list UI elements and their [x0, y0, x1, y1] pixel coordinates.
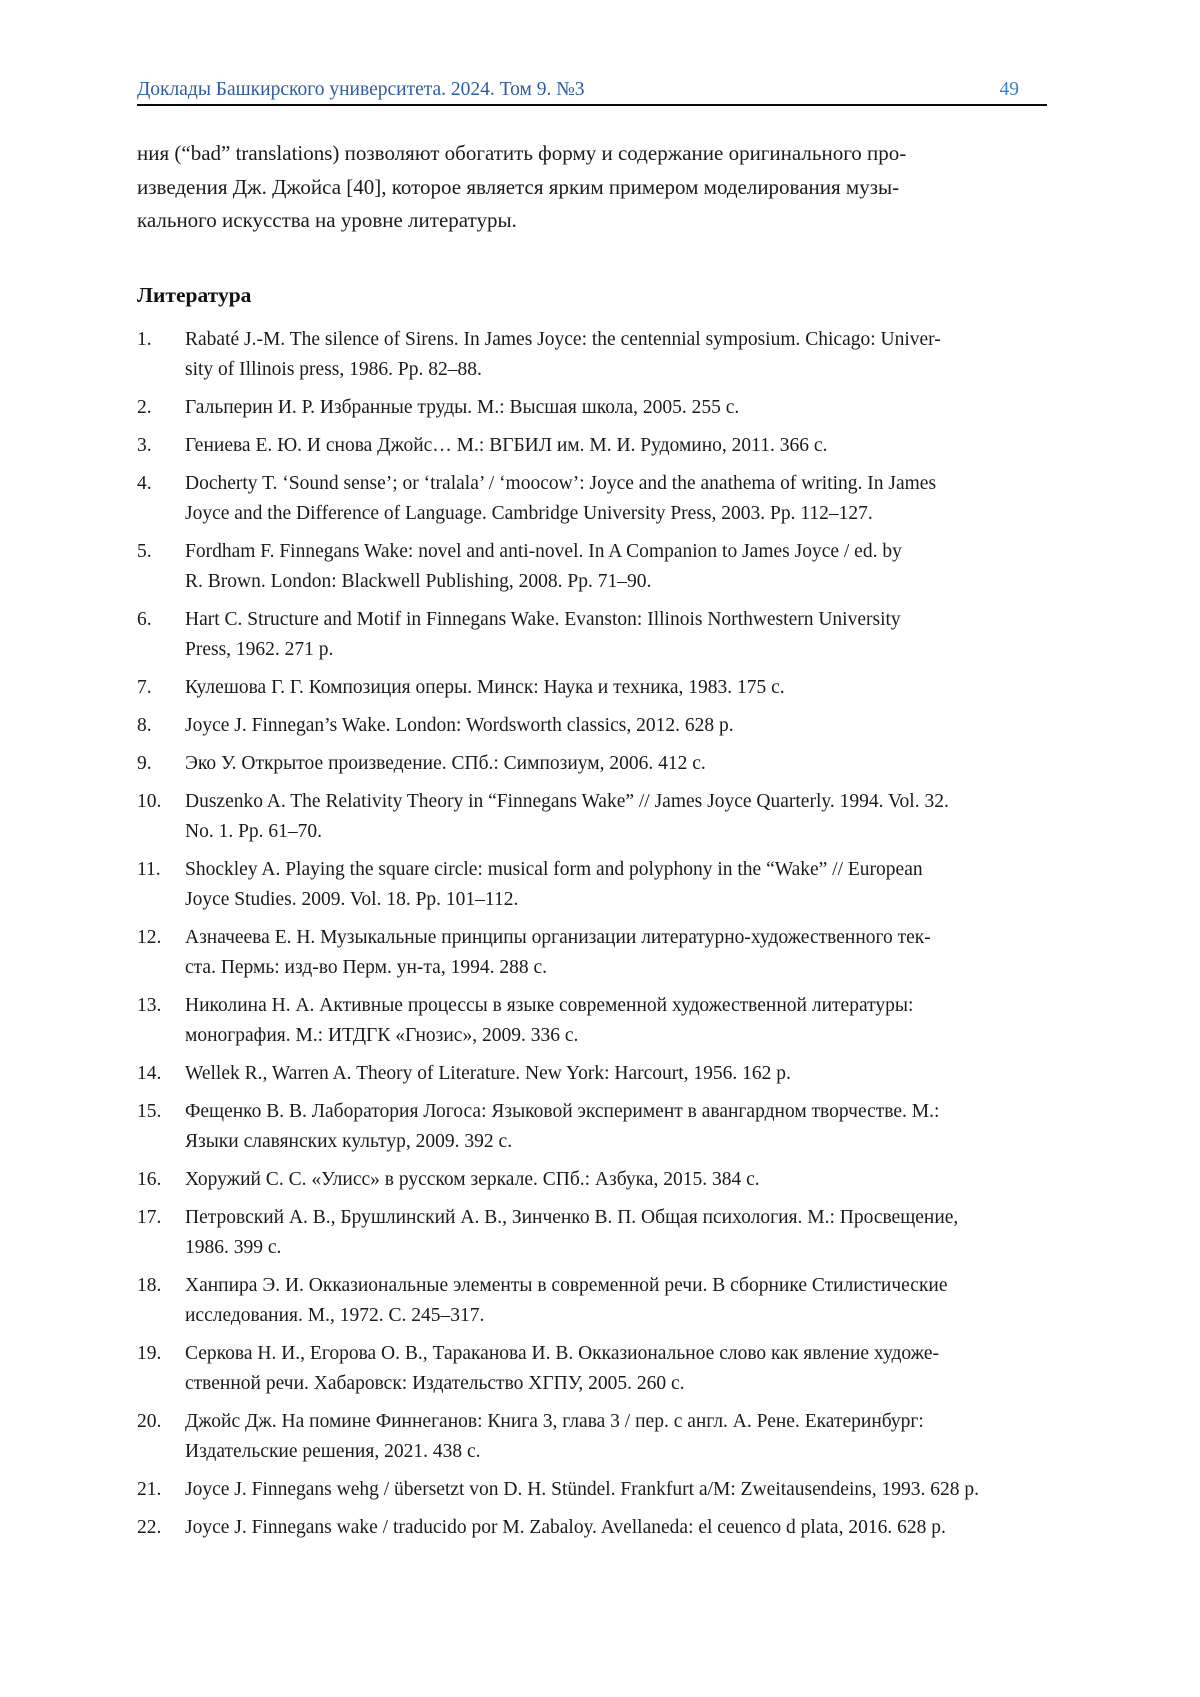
reference-text	[185, 1407, 1047, 1467]
reference-number: 3.	[137, 435, 152, 456]
reference-text	[185, 1513, 1047, 1543]
reference-number: 5.	[137, 541, 152, 562]
reference-text	[185, 325, 1047, 385]
reference-number: 13.	[137, 995, 162, 1016]
reference-item	[137, 393, 1047, 423]
reference-line: Эко У. Открытое произведение. СПб.: Симпозиум, 2006. 412 с.	[185, 753, 706, 774]
reference-line: Wellek R., Warren A. Theory of Literature. New York: Harcourt, 1956. 162 p.	[185, 1063, 791, 1084]
reference-text	[185, 749, 1047, 779]
reference-item	[137, 711, 1047, 741]
reference-number: 6.	[137, 609, 152, 630]
reference-line: Joyce Studies. 2009. Vol. 18. Pp. 101–112.	[185, 889, 519, 910]
reference-text	[185, 855, 1047, 915]
reference-item	[137, 325, 1047, 385]
reference-number: 7.	[137, 677, 152, 698]
reference-text	[185, 711, 1047, 741]
reference-text	[185, 1339, 1047, 1399]
reference-line: Хоружий С. С. «Улисс» в русском зеркале. СПб.: Азбука, 2015. 384 с.	[185, 1169, 760, 1190]
reference-item	[137, 431, 1047, 461]
reference-line: Гениева Е. Ю. И снова Джойс… М.: ВГБИЛ им. М. И. Рудомино, 2011. 366 с.	[185, 435, 828, 456]
reference-text	[185, 1203, 1047, 1263]
reference-line: монография. М.: ИТДГК «Гнозис», 2009. 336 с.	[185, 1025, 579, 1046]
reference-line: R. Brown. London: Blackwell Publishing, 2008. Pp. 71–90.	[185, 571, 652, 592]
reference-text	[185, 469, 1047, 529]
reference-line: Joyce and the Difference of Language. Cambridge University Press, 2003. Pp. 112–127.	[185, 503, 873, 524]
reference-line: Joyce J. Finnegans wake / traducido por M. Zabaloy. Avellaneda: el ceuenco d plata, 2016. 628 p.	[185, 1517, 946, 1538]
reference-line: Joyce J. Finnegan’s Wake. London: Wordsworth classics, 2012. 628 p.	[185, 715, 734, 736]
reference-line: ста. Пермь: изд-во Перм. ун-та, 1994. 288 с.	[185, 957, 547, 978]
reference-line: sity of Illinois press, 1986. Pp. 82–88.	[185, 359, 482, 380]
reference-line: Fordham F. Finnegans Wake: novel and anti-novel. In A Companion to James Joyce / ed. by	[185, 541, 902, 562]
reference-text	[185, 787, 1047, 847]
reference-number: 11.	[137, 859, 161, 880]
reference-number: 19.	[137, 1343, 162, 1364]
reference-text	[185, 991, 1047, 1051]
reference-number: 16.	[137, 1169, 162, 1190]
reference-line: Николина Н. А. Активные процессы в языке современной художественной литературы:	[185, 995, 914, 1016]
reference-number: 8.	[137, 715, 152, 736]
reference-number: 20.	[137, 1411, 162, 1432]
reference-item	[137, 1059, 1047, 1089]
reference-text	[185, 393, 1047, 423]
page-number: 49	[999, 79, 1019, 100]
reference-item	[137, 1165, 1047, 1195]
reference-line: Джойс Дж. На помине Финнеганов: Книга 3, глава 3 / пер. с англ. А. Рене. Екатеринбург:	[185, 1411, 924, 1432]
reference-number: 17.	[137, 1207, 162, 1228]
reference-text	[185, 1165, 1047, 1195]
reference-number: 22.	[137, 1517, 162, 1538]
reference-list	[137, 325, 1047, 1551]
reference-text	[185, 605, 1047, 665]
reference-line: исследования. М., 1972. С. 245–317.	[185, 1305, 485, 1326]
intro-paragraph	[137, 137, 1047, 238]
reference-item	[137, 469, 1047, 529]
reference-item	[137, 1407, 1047, 1467]
reference-item	[137, 991, 1047, 1051]
reference-line: Hart C. Structure and Motif in Finnegans Wake. Evanston: Illinois Northwestern University	[185, 609, 901, 630]
reference-text	[185, 1097, 1047, 1157]
reference-text	[185, 537, 1047, 597]
reference-line: Docherty T. ‘Sound sense’; or ‘tralala’ / ‘moocow’: Joyce and the anathema of writing. In James	[185, 473, 937, 494]
reference-line: Издательские решения, 2021. 438 с.	[185, 1441, 481, 1462]
reference-item	[137, 673, 1047, 703]
reference-line: ственной речи. Хабаровск: Издательство ХГПУ, 2005. 260 с.	[185, 1373, 685, 1394]
reference-item	[137, 605, 1047, 665]
reference-item	[137, 1203, 1047, 1263]
reference-line: Rabaté J.-M. The silence of Sirens. In James Joyce: the centennial symposium. Chicago: Univer-	[185, 329, 941, 350]
reference-line: Серкова Н. И., Егорова О. В., Тараканова И. В. Окказиональное слово как явление художе-	[185, 1343, 940, 1364]
reference-item	[137, 855, 1047, 915]
reference-line: Joyce J. Finnegans wehg / übersetzt von D. H. Stündel. Frankfurt a/M: Zweitausendeins, 1993. 628 p.	[185, 1479, 979, 1500]
reference-item	[137, 923, 1047, 983]
reference-number: 4.	[137, 473, 152, 494]
reference-line: Duszenko A. The Relativity Theory in “Finnegans Wake” // James Joyce Quarterly. 1994. Vol. 32.	[185, 791, 949, 812]
reference-line: Азначеева Е. Н. Музыкальные принципы организации литературно-художественного тек-	[185, 927, 931, 948]
reference-line: Гальперин И. Р. Избранные труды. М.: Высшая школа, 2005. 255 с.	[185, 397, 740, 418]
reference-line: Петровский А. В., Брушлинский А. В., Зинченко В. П. Общая психология. М.: Просвещение,	[185, 1207, 959, 1228]
reference-line: 1986. 399 с.	[185, 1237, 282, 1258]
reference-text	[185, 431, 1047, 461]
reference-item	[137, 537, 1047, 597]
reference-text	[185, 673, 1047, 703]
reference-line: Ханпира Э. И. Окказиональные элементы в современной речи. В сборнике Стилистические	[185, 1275, 948, 1296]
reference-number: 21.	[137, 1479, 162, 1500]
reference-text	[185, 1475, 1047, 1505]
paragraph-line: кального искусства на уровне литературы.	[137, 208, 517, 232]
reference-item	[137, 1513, 1047, 1543]
reference-item	[137, 1475, 1047, 1505]
reference-line: Press, 1962. 271 p.	[185, 639, 334, 660]
reference-number: 14.	[137, 1063, 162, 1084]
reference-text	[185, 1271, 1047, 1331]
reference-line: Языки славянских культур, 2009. 392 с.	[185, 1131, 513, 1152]
reference-text	[185, 1059, 1047, 1089]
reference-number: 9.	[137, 753, 152, 774]
journal-title: Доклады Башкирского университета. 2024. Том 9. №3	[137, 79, 585, 100]
reference-text	[185, 923, 1047, 983]
reference-number: 15.	[137, 1101, 162, 1122]
reference-item	[137, 1271, 1047, 1331]
reference-number: 1.	[137, 329, 152, 350]
reference-item	[137, 1097, 1047, 1157]
reference-line: No. 1. Pp. 61–70.	[185, 821, 323, 842]
reference-number: 10.	[137, 791, 162, 812]
reference-line: Shockley A. Playing the square circle: musical form and polyphony in the “Wake” // European	[185, 859, 923, 880]
reference-line: Фещенко В. В. Лаборатория Логоса: Языковой эксперимент в авангардном творчестве. М.:	[185, 1101, 940, 1122]
header-rule	[137, 104, 1047, 106]
section-heading: Литература	[137, 283, 252, 307]
reference-item	[137, 1339, 1047, 1399]
reference-line: Кулешова Г. Г. Композиция оперы. Минск: Наука и техника, 1983. 175 с.	[185, 677, 785, 698]
reference-number: 2.	[137, 397, 152, 418]
paragraph-line: ния (“bad” translations) позволяют обогатить форму и содержание оригинального про-	[137, 141, 907, 165]
reference-item	[137, 787, 1047, 847]
reference-item	[137, 749, 1047, 779]
page-header	[137, 78, 1047, 102]
reference-number: 18.	[137, 1275, 162, 1296]
paragraph-line: изведения Дж. Джойса [40], которое является ярким примером моделирования музы-	[137, 174, 900, 199]
reference-number: 12.	[137, 927, 162, 948]
